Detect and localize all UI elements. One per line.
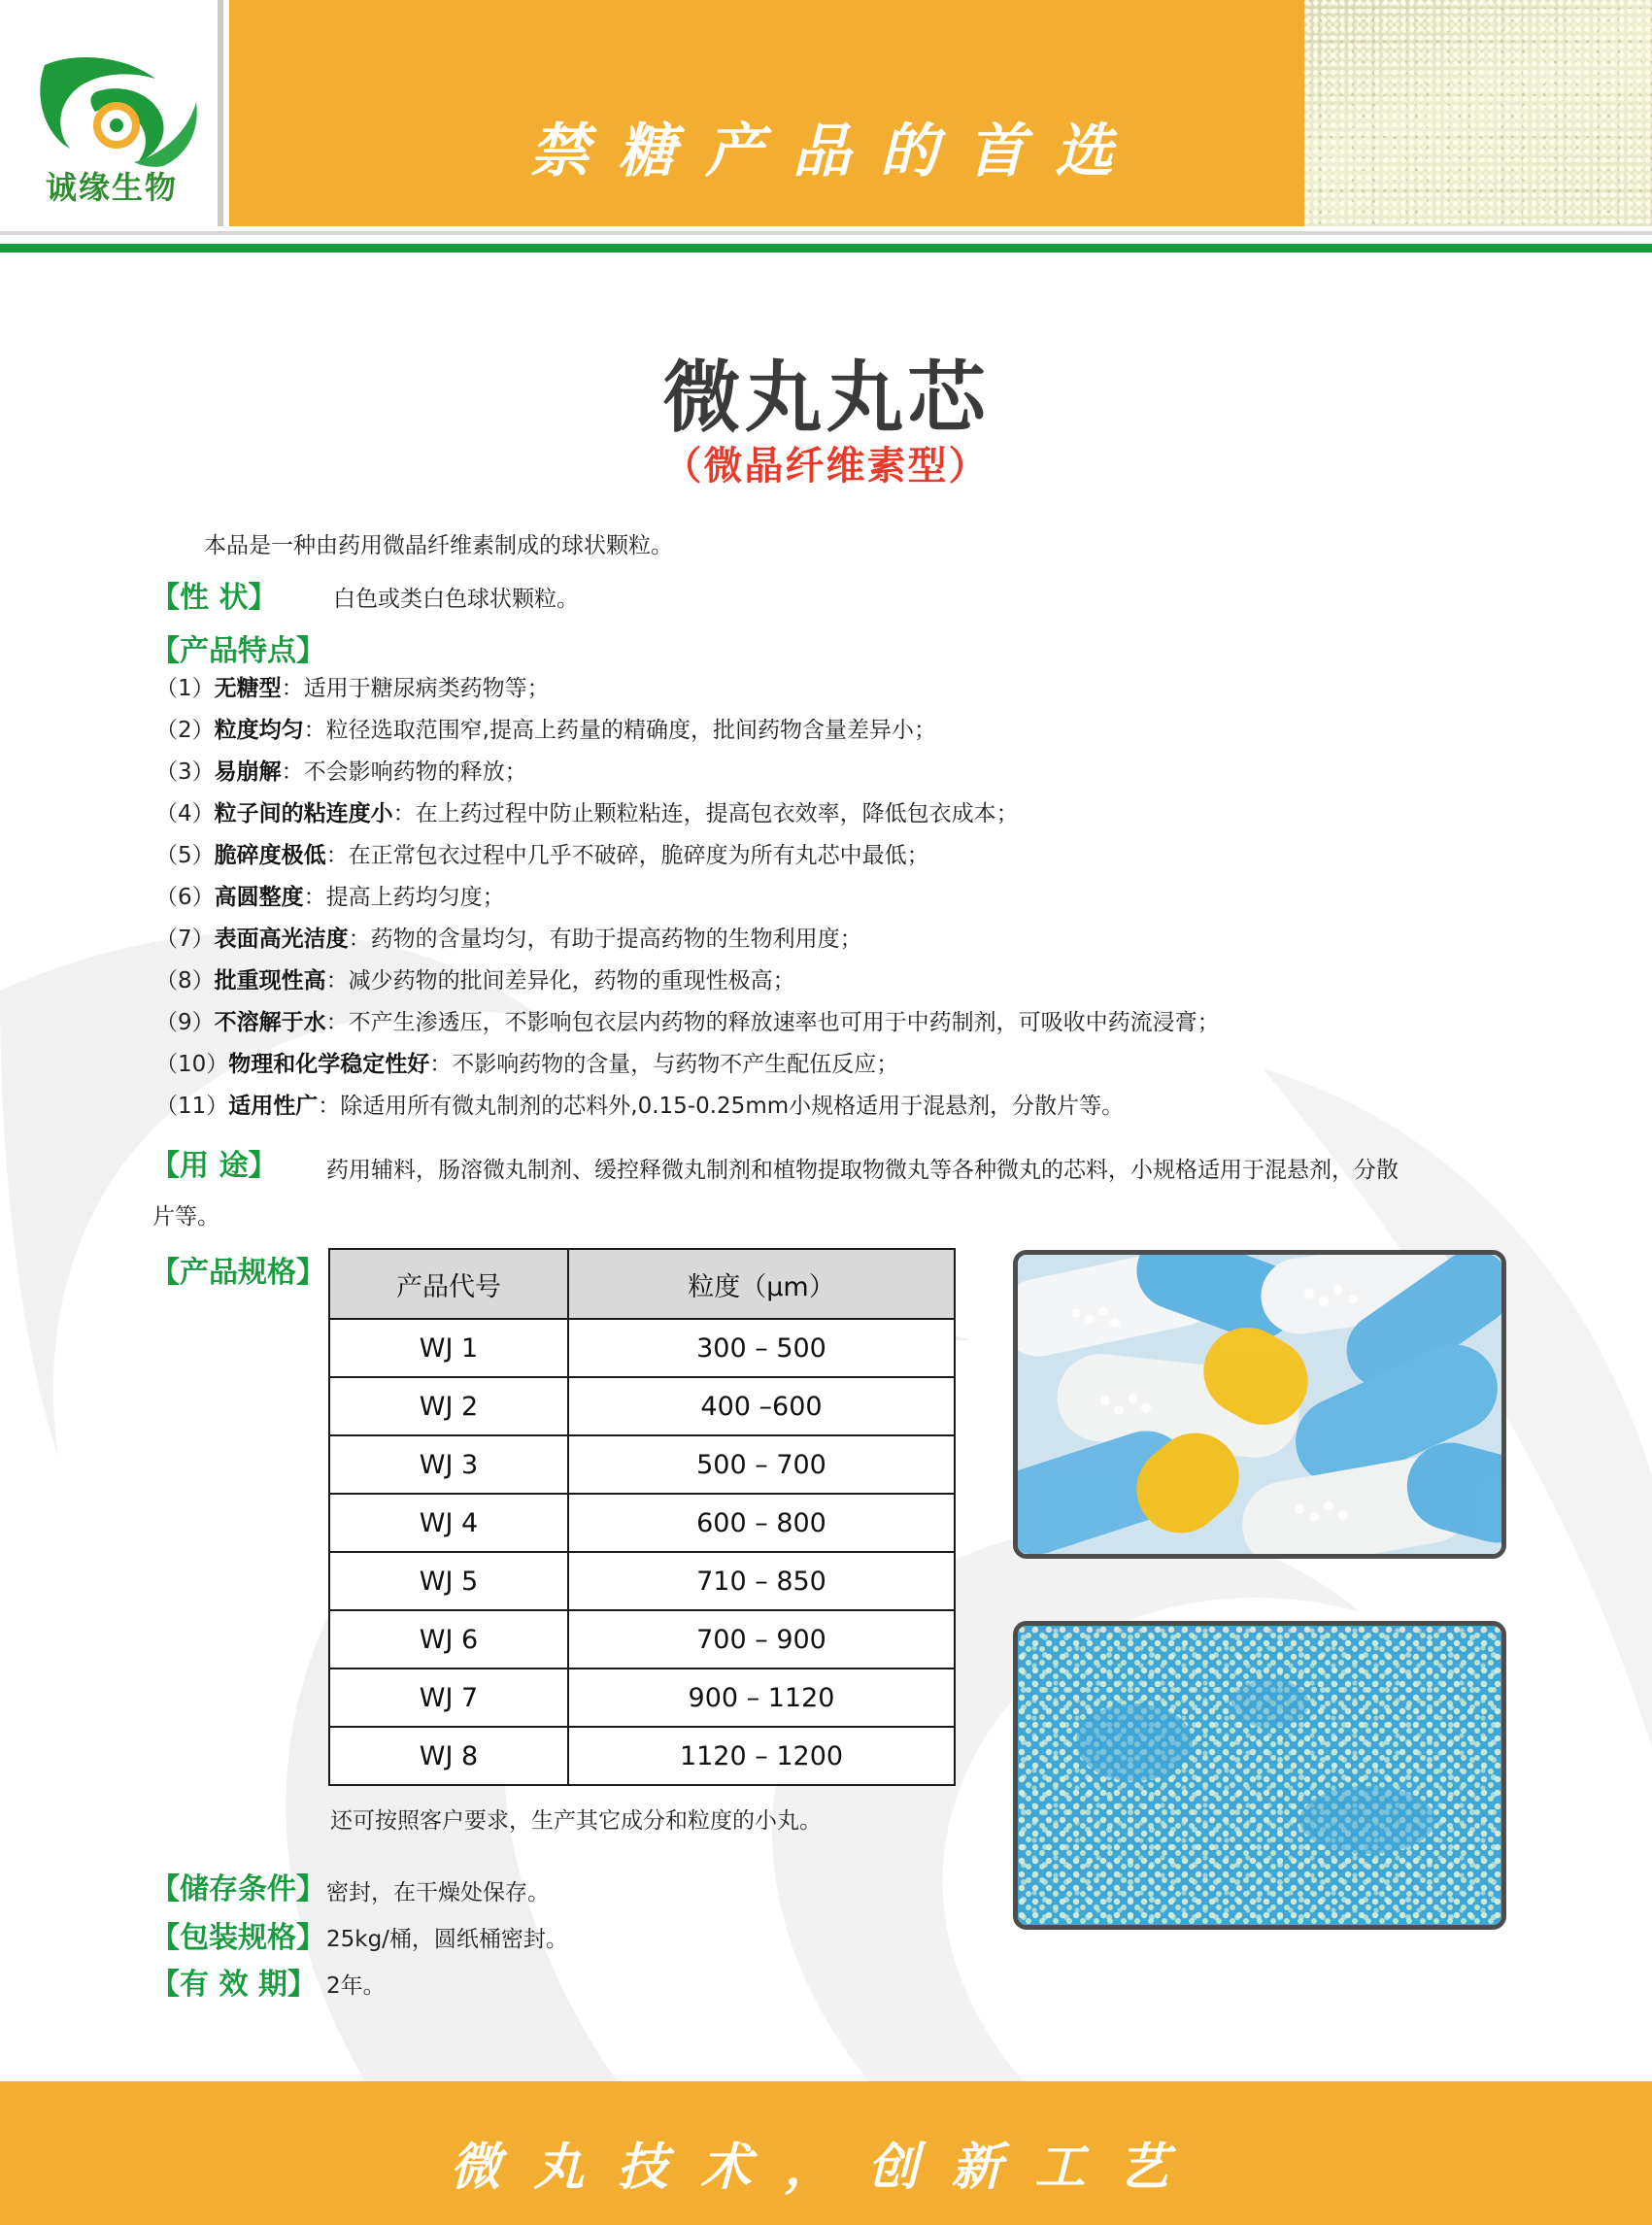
validity-label: 【有 效 期】 [151,1968,317,2002]
table-row [329,1494,955,1552]
table-row [329,1435,955,1494]
capsules-illustration [1018,1255,1501,1554]
spec-code-cell: WJ 7 [329,1669,568,1727]
table-row [329,1727,955,1785]
storage-text: 密封，在干燥处保存。 [326,1880,550,1905]
spec-size-cell: 1120 – 1200 [568,1727,955,1785]
feature-name: 高圆整度 [214,885,304,910]
spec-code-cell: WJ 2 [329,1377,568,1435]
spec-size-cell: 900 – 1120 [568,1669,955,1727]
spec-size-cell: 700 – 900 [568,1610,955,1669]
spec-header-code: 产品代号 [329,1249,568,1319]
feature-name: 表面高光洁度 [214,927,349,952]
spec-code-cell: WJ 3 [329,1435,568,1494]
feature-item [155,670,550,702]
header-banner [0,0,1652,226]
feature-item [155,1004,1220,1036]
feature-number: （4） [155,801,215,826]
company-name: 诚缘生物 [45,169,178,206]
pellets-photo [1013,1621,1506,1930]
feature-item [155,962,795,995]
feature-name: 粒子间的粘连度小 [214,801,393,826]
spec-table [328,1248,956,1786]
footer-slogan: 微丸技术，创新工艺 [450,2138,1202,2197]
feature-item [155,1088,1124,1120]
feature-desc: ：不影响药物的含量，与药物不产生配伍反应； [429,1052,899,1077]
spec-size-cell: 400 –600 [568,1377,955,1435]
slogan-banner [229,0,1304,226]
product-subtitle: （微晶纤维素型） [662,444,990,489]
feature-desc: ：不产生渗透压，不影响包衣层内药物的释放速率也可用于中药制剂，可吸收中药流浸膏； [325,1010,1220,1035]
feature-number: （2） [155,718,215,743]
feature-number: （6） [155,885,215,910]
feature-number: （8） [155,968,215,994]
feature-item [155,921,862,953]
spec-code-cell: WJ 8 [329,1727,568,1785]
feature-item [155,795,1019,827]
character-text: 白色或类白色球状颗粒。 [333,587,579,612]
feature-name: 易崩解 [214,759,282,785]
feature-item [155,837,929,869]
product-title: 微丸丸芯 [662,353,990,443]
spec-label: 【产品规格】 [151,1256,325,1290]
header-divider-grey [0,231,1652,235]
features-label: 【产品特点】 [151,634,325,668]
feature-desc: ：提高上药均匀度； [303,885,505,910]
spec-note: 还可按照客户要求，生产其它成分和粒度的小丸。 [330,1808,822,1834]
feature-item [155,879,505,911]
powder-photo [1304,0,1652,226]
spec-size-cell: 300 – 500 [568,1319,955,1377]
pellets-illustration [1018,1626,1501,1925]
feature-desc: ：在上药过程中防止颗粒粘连，提高包衣效率，降低包衣成本； [392,801,1019,826]
feature-number: （1） [155,676,215,701]
feature-desc: ：除适用所有微丸制剂的芯料外,0.15-0.25mm小规格适用于混悬剂，分散片等。 [318,1094,1125,1119]
feature-name: 适用性广 [228,1094,319,1119]
product-intro: 本品是一种由药用微晶纤维素制成的球状颗粒。 [204,533,673,558]
feature-number: （3） [155,759,215,785]
spec-code-cell: WJ 5 [329,1552,568,1610]
feature-desc: ：在正常包衣过程中几乎不破碎，脆碎度为所有丸芯中最低； [325,843,929,868]
capsules-photo [1013,1250,1506,1559]
packing-label: 【包装规格】 [151,1921,325,1955]
table-row [329,1319,955,1377]
table-row [329,1669,955,1727]
header-divider-green [0,244,1652,253]
feature-desc: ：药物的含量均匀，有助于提高药物的生物利用度； [348,927,862,952]
validity-text: 2年。 [326,1973,386,1999]
feature-desc: ：适用于糖尿病类药物等； [281,676,550,701]
spec-code-cell: WJ 1 [329,1319,568,1377]
table-row [329,1377,955,1435]
spec-table-header-row [329,1249,955,1319]
feature-name: 脆碎度极低 [214,843,326,868]
spec-code-cell: WJ 6 [329,1610,568,1669]
feature-number: （7） [155,927,215,952]
feature-desc: ：减少药物的批间差异化，药物的重现性极高； [325,968,795,994]
spec-code-cell: WJ 4 [329,1494,568,1552]
feature-name: 粒度均匀 [214,718,304,743]
storage-label: 【储存条件】 [151,1872,325,1906]
spec-size-cell: 710 – 850 [568,1552,955,1610]
header-slogan: 禁糖产品的首选 [530,118,1142,185]
feature-item [155,712,936,744]
usage-text-line1: 药用辅料，肠溶微丸制剂、缓控释微丸制剂和植物提取物微丸等各种微丸的芯料，小规格适用于混悬剂，分散 [326,1158,1399,1183]
spec-size-cell: 600 – 800 [568,1494,955,1552]
leaf-swirl-logo-icon [37,53,202,168]
feature-name: 批重现性高 [214,968,326,994]
footer-banner [0,2081,1652,2225]
feature-name: 物理和化学稳定性好 [228,1052,430,1077]
feature-desc: ：粒径选取范围窄,提高上药量的精确度，批间药物含量差异小； [303,718,936,743]
usage-text-line2: 片等。 [152,1204,219,1230]
feature-desc: ：不会影响药物的释放； [281,759,527,785]
usage-label: 【用 途】 [151,1149,278,1183]
feature-name: 无糖型 [214,676,282,701]
spec-table-body [329,1319,955,1785]
spec-size-cell: 500 – 700 [568,1435,955,1494]
feature-name: 不溶解于水 [214,1010,326,1035]
company-logo [0,0,223,226]
table-row [329,1610,955,1669]
table-row [329,1552,955,1610]
character-label: 【性 状】 [151,581,278,615]
feature-number: （5） [155,843,215,868]
feature-item [155,754,527,786]
feature-number: （9） [155,1010,215,1035]
spec-header-size: 粒度（μm） [568,1249,955,1319]
feature-number: （10） [155,1052,229,1077]
packing-text: 25kg/桶，圆纸桶密封。 [326,1927,568,1952]
feature-number: （11） [155,1094,229,1119]
feature-item [155,1046,898,1078]
